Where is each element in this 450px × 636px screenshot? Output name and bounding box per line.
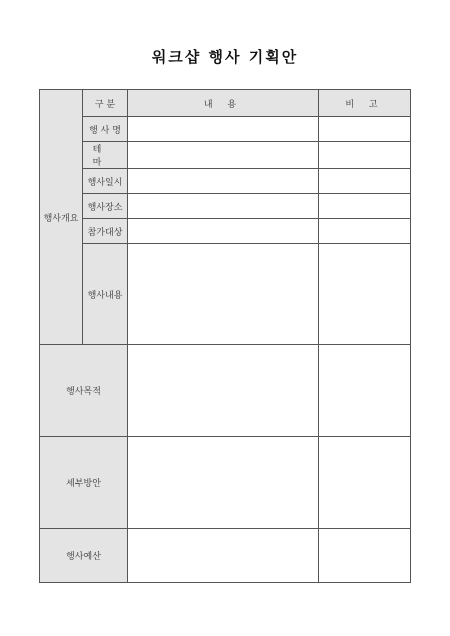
section-label-budget: 행사예산 xyxy=(40,529,128,583)
event-name-note-cell[interactable] xyxy=(319,117,411,142)
participants-note-cell[interactable] xyxy=(319,219,411,244)
row-label-participants: 참가대상 xyxy=(83,219,128,244)
detailed-plan-note-cell[interactable] xyxy=(319,437,411,529)
row-label-event-name: 행 사 명 xyxy=(83,117,128,142)
row-label-datetime: 행사일시 xyxy=(83,169,128,194)
theme-note-cell[interactable] xyxy=(319,142,411,169)
venue-content-cell[interactable] xyxy=(128,194,319,219)
plan-table xyxy=(39,89,411,583)
section-label-purpose: 행사목적 xyxy=(40,345,128,437)
detailed-plan-content-cell[interactable] xyxy=(128,437,319,529)
purpose-content-cell[interactable] xyxy=(128,345,319,437)
event-details-content-cell[interactable] xyxy=(128,244,319,345)
header-category: 구 분 xyxy=(83,90,128,117)
event-name-content-cell[interactable] xyxy=(128,117,319,142)
document-title: 워크샵 행사 기획안 xyxy=(151,48,299,66)
purpose-note-cell[interactable] xyxy=(319,345,411,437)
budget-note-cell[interactable] xyxy=(319,529,411,583)
header-content: 내 용 xyxy=(128,90,319,117)
datetime-content-cell[interactable] xyxy=(128,169,319,194)
header-note: 비 고 xyxy=(319,90,411,117)
participants-content-cell[interactable] xyxy=(128,219,319,244)
row-label-theme: 테 마 xyxy=(83,142,128,169)
event-details-note-cell[interactable] xyxy=(319,244,411,345)
row-label-venue: 행사장소 xyxy=(83,194,128,219)
group-label-overview: 행사개요 xyxy=(40,90,83,345)
datetime-note-cell[interactable] xyxy=(319,169,411,194)
venue-note-cell[interactable] xyxy=(319,194,411,219)
theme-content-cell[interactable] xyxy=(128,142,319,169)
section-label-detailed-plan: 세부방안 xyxy=(40,437,128,529)
budget-content-cell[interactable] xyxy=(128,529,319,583)
row-label-event-details: 행사내용 xyxy=(83,244,128,345)
